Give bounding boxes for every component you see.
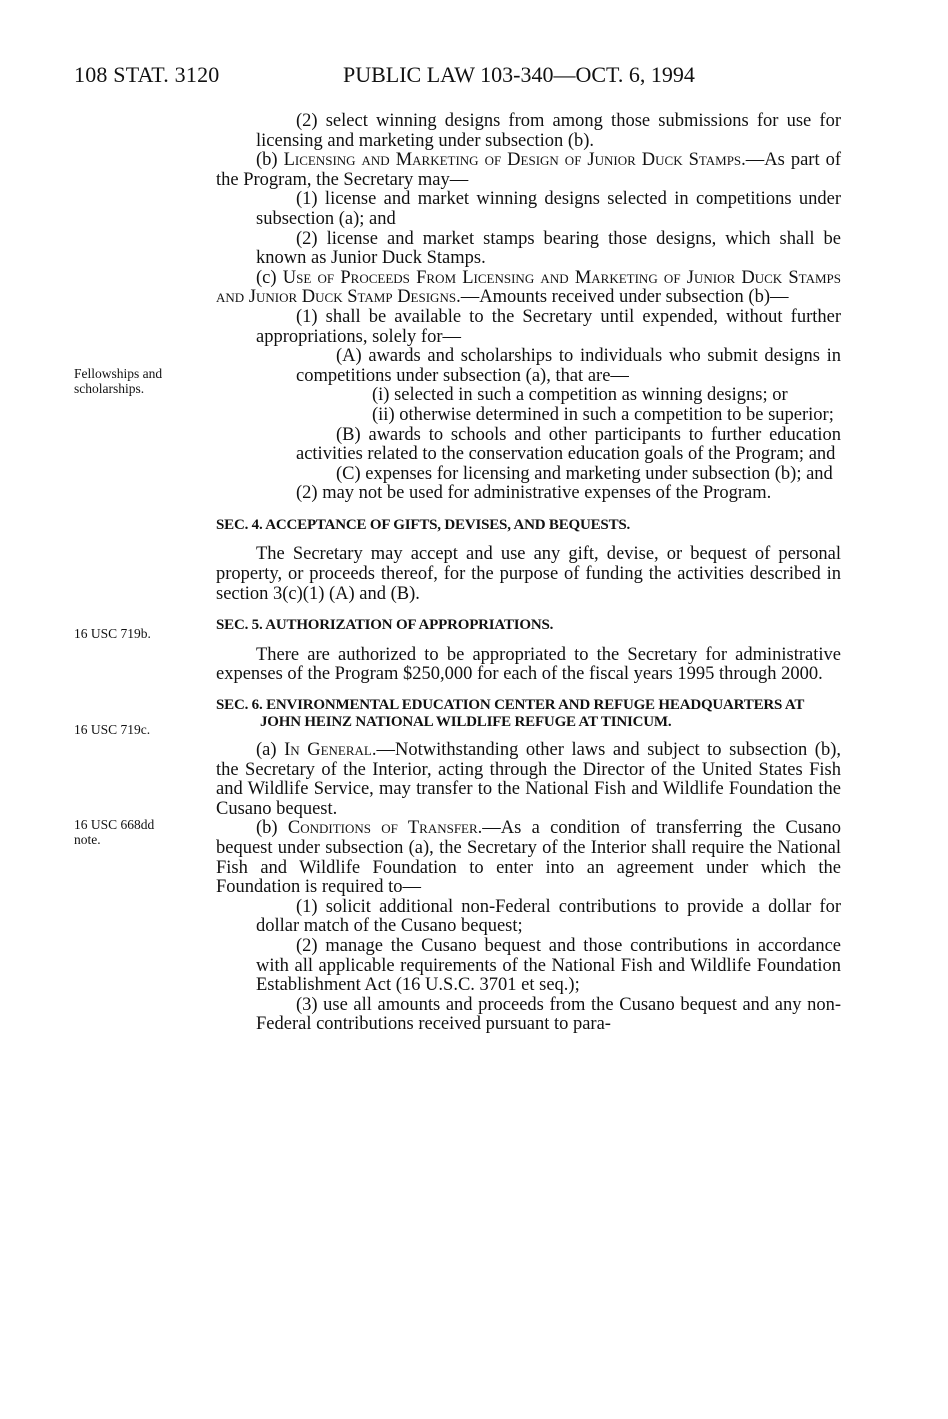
section-5-text: There are authorized to be appropriated to the Secretary for administrative expenses of the Program $250,000 for each of the fiscal years 1995 through 2000.	[216, 644, 841, 685]
paragraph-c1C: (C) expenses for licensing and marketing under subsection (b); and	[336, 463, 833, 484]
section-6b-text: —As a condition of transferring the Cusano bequest under subsection (a), the Secretary of the Interior shall require the National Fish and Wildlife Foundation to enter into an agreement under which the Foundation is required to—	[216, 818, 841, 898]
subsection-b	[216, 151, 841, 190]
subsection-c	[216, 269, 841, 308]
section-6a-heading: In General.	[284, 740, 377, 761]
sidenote-usc-668dd: 16 USC 668dd note.	[74, 817, 155, 847]
sidenote-usc-719c: 16 USC 719c.	[74, 722, 151, 737]
section-5-heading: SEC. 5. AUTHORIZATION OF APPROPRIATIONS.	[216, 617, 554, 634]
paragraph-a2: (2) select winning designs from among those submissions for use for licensing and marketing under subsection (b).	[256, 111, 841, 151]
paragraph-c1Ai: (i) selected in such a competition as winning designs; or	[372, 385, 788, 406]
section-6b-label: (b)	[256, 818, 288, 839]
paragraph-c2: (2) may not be used for administrative expenses of the Program.	[296, 483, 772, 504]
section-6a-text: —Notwithstanding other laws and subject to subsection (b), the Secretary of the Interior, acting through the Director of the United States Fish and Wildlife Service, may transfer to the National Fish and Wildlife Foundation the Cusano bequest.	[216, 740, 841, 819]
page-stat-citation: 108 STAT. 3120	[74, 62, 220, 87]
section-6-heading: SEC. 6. ENVIRONMENTAL EDUCATION CENTER AND REFUGE HEADQUARTERS AT JOHN HEINZ NATIONAL WILDLIFE REFUGE AT TINICUM.	[216, 697, 804, 731]
section-4-heading: SEC. 4. ACCEPTANCE OF GIFTS, DEVISES, AND BEQUESTS.	[216, 516, 631, 533]
sidenote-usc-719b: 16 USC 719b.	[74, 626, 151, 641]
paragraph-c1A: (A) awards and scholarships to individuals who submit designs in competitions under subsection (a), that are—	[296, 346, 841, 386]
paragraph-c1: (1) shall be available to the Secretary until expended, without further appropriations, solely for—	[256, 306, 841, 347]
subsection-b-text: —As part of the Program, the Secretary may—	[216, 150, 842, 190]
paragraph-b2: (2) license and market stamps bearing those designs, which shall be known as Junior Duck Stamps.	[256, 228, 841, 269]
subsection-c-text: —Amounts received under subsection (b)—	[460, 287, 789, 308]
paragraph-c1Aii: (ii) otherwise determined in such a competition to be superior;	[372, 404, 834, 425]
paragraph-c1B: (B) awards to schools and other participants to further education activities related to the conservation education goals of the Program; and	[296, 424, 841, 465]
paragraph-b1: (1) license and market winning designs selected in competitions under subsection (a); and	[256, 189, 841, 229]
section-6b-heading: Conditions of Transfer.	[287, 818, 483, 839]
paragraph-6b3: (3) use all amounts and proceeds from the Cusano bequest and any non-Federal contributions received pursuant to para-	[256, 994, 841, 1035]
page-header-title: PUBLIC LAW 103-340—OCT. 6, 1994	[343, 62, 695, 87]
sidenote-fellowships: Fellowships and scholarships.	[74, 366, 163, 396]
section-4-text: The Secretary may accept and use any gift, devise, or bequest of personal property, or proceeds thereof, for the purpose of funding the activities described in section 3(c)(1) (A) and (B).	[216, 544, 841, 604]
subsection-c-heading: Use of Proceeds From Licensing and Marketing of Junior Duck Stamps and Junior Duck Stamp Designs.	[216, 267, 841, 308]
subsection-b-heading: Licensing and Marketing of Design of Junior Duck Stamps.	[283, 150, 746, 171]
section-6a-label: (a)	[256, 740, 285, 761]
document-body	[216, 112, 841, 1035]
paragraph-6b1: (1) solicit additional non-Federal contributions to provide a dollar for dollar match of the Cusano bequest;	[256, 896, 841, 937]
subsection-c-label: (c)	[256, 267, 283, 288]
subsection-b-label: (b)	[256, 150, 284, 171]
paragraph-6b2: (2) manage the Cusano bequest and those contributions in accordance with all applicable requirements of the National Fish and Wildlife Foundation Establishment Act (16 U.S.C. 3701 et seq.);	[256, 935, 841, 996]
section-6b	[216, 819, 841, 897]
section-6a	[216, 741, 841, 819]
